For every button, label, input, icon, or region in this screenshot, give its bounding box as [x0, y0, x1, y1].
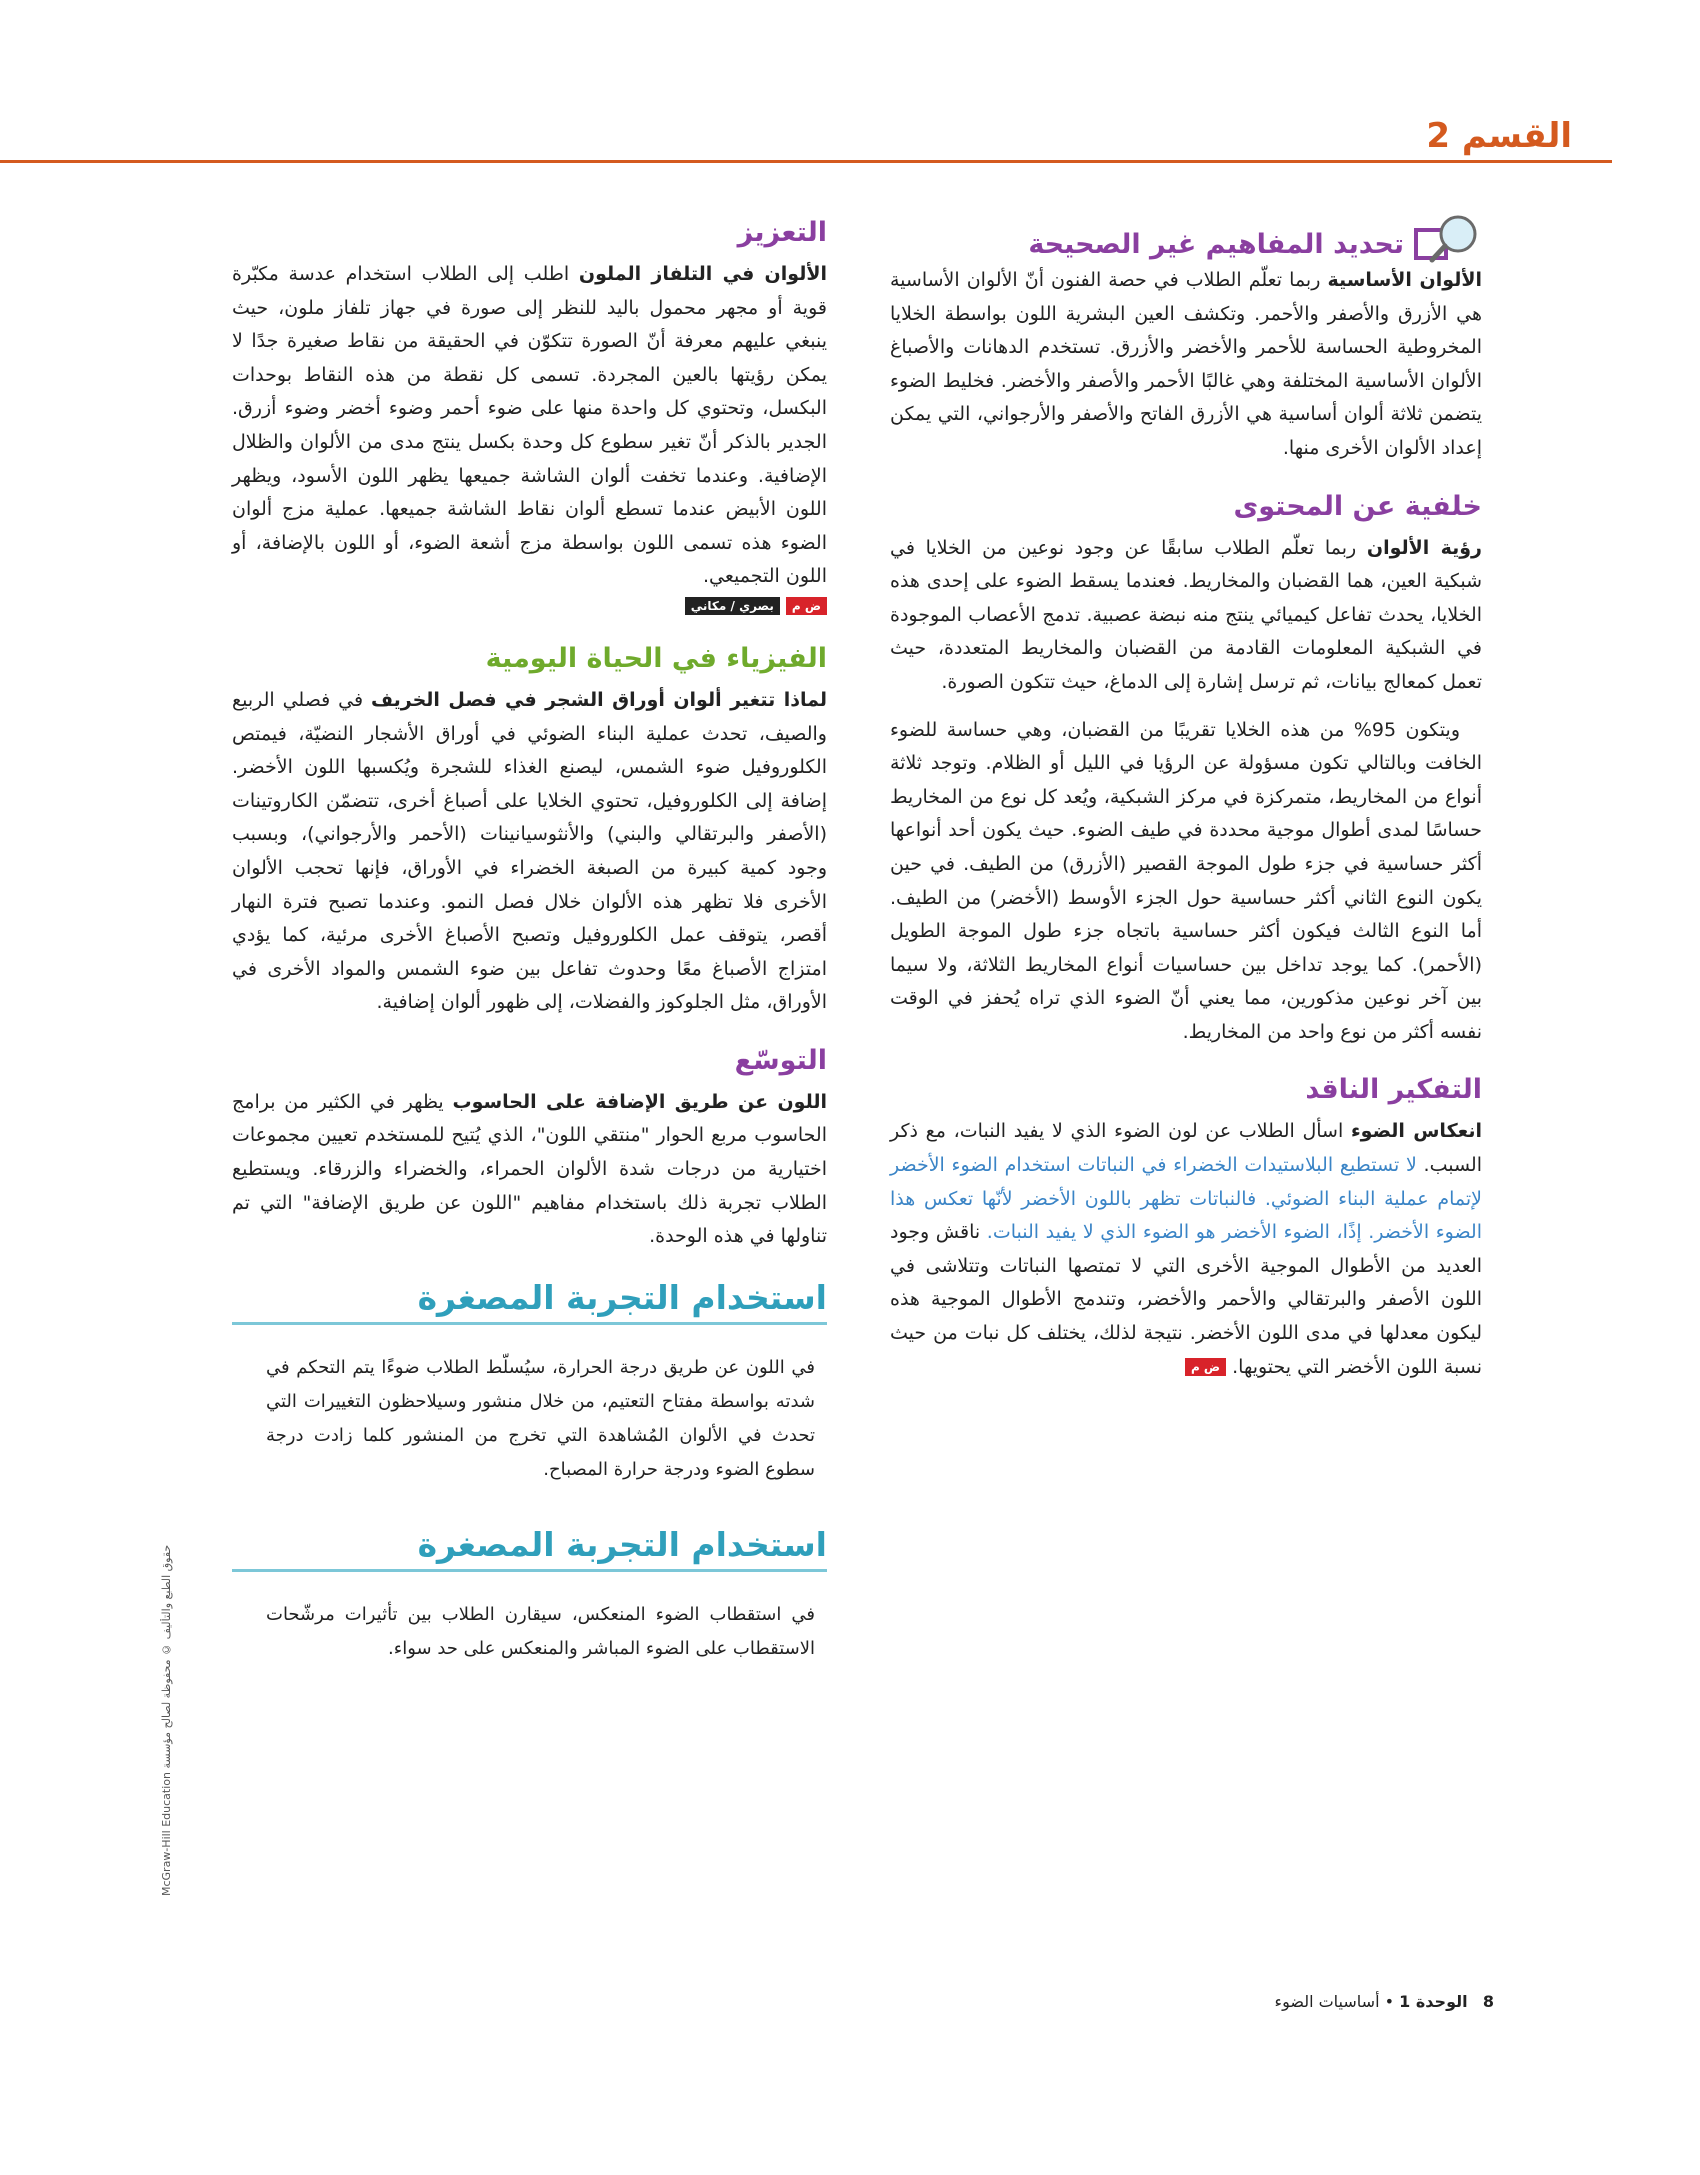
misconceptions-lead: الألوان الأساسية: [1327, 269, 1482, 291]
mini-lab-2-text: في استقطاب الضوء المنعكس، سيقارن الطلاب بين تأثيرات مرشّحات الاستقطاب على الضوء المباشر والمنعكس على حد سواء.: [266, 1603, 815, 1659]
reinforcement-paragraph: [232, 258, 827, 594]
critical-thinking-lead: انعكاس الضوء: [1350, 1120, 1482, 1143]
critical-thinking-paragraph: [890, 1115, 1482, 1384]
critical-thinking-heading: التفكير الناقد: [1305, 1074, 1482, 1106]
footer-separator: •: [1384, 1992, 1395, 2011]
header-rule: [0, 160, 1612, 163]
reinforcement-heading: التعزيز: [737, 217, 827, 248]
reinforcement-text: اطلب إلى الطلاب استخدام عدسة مكبّرة قوية أو مجهر محمول باليد للنظر إلى صورة في جهاز تلفاز ملون، حيث ينبغي عليهم معرفة أنّ الصورة تتكوّن في الحقيقة من نقاط صغيرة جدًا لا يمكن رؤيتها بالعين المجردة. تسمى كل نقطة من هذه النقاط بوحدات البكسل، وتحتوي كل واحدة منها على ضوء أحمر وضوء أخضر وضوء أزرق. الجدير بالذكر أنّ تغير سطوع كل وحدة بكسل ينتج مدى من الألوان والظلال الإضافية. وعندما تخفت ألوان الشاشة جميعها يظهر اللون الأسود، ويظهر اللون الأبيض عندما تسطع ألوان نقاط الشاشة جميعها. عملية مزج ألوان الضوء هذه تسمى اللون بواسطة مزج أشعة الضوء، أو اللون بالإضافة، أو اللون التجميعي.: [232, 263, 827, 588]
background-section: [890, 488, 1482, 1050]
misconceptions-heading-row: [890, 214, 1482, 264]
background-lead: رؤية الألوان: [1366, 536, 1482, 559]
everyday-physics-paragraph: [232, 684, 827, 1020]
misconceptions-text: ربما تعلّم الطلاب في حصة الفنون أنّ الألوان الأساسية هي الأزرق والأصفر والأحمر. وتكشف العين البشرية اللون بواسطة الخلايا المخروطية الحساسة للأحمر والأخضر والأزرق. تستخدم الدهانات والأصباغ الألوان الأساسية المختلفة وهي غالبًا الأحمر والأصفر والأخضر. فخليط الضوء يتضمن ثلاثة ألوان أساسية هي الأزرق الفاتح والأصفر والأرجواني، التي يمكن إعداد الألوان الأخرى منها.: [890, 269, 1482, 459]
critical-thinking-section: [890, 1071, 1482, 1384]
extension-text: يظهر في الكثير من برامج الحاسوب مربع الحوار "منتقي اللون"، الذي يُتيح للمستخدم تعيين مجموعات اختيارية من درجات شدة الألوان الحمراء، والخضراء والزرقاء. ويستطيع الطلاب تجربة ذلك باستخدام مفاهيم "اللون عن طريق الإضافة" التي تم تناولها في هذه الوحدة.: [232, 1090, 827, 1248]
right-column: [890, 214, 1482, 1384]
reinforcement-section: [232, 214, 827, 618]
background-heading: خلفية عن المحتوى: [1233, 490, 1482, 522]
everyday-physics-text: في فصلي الربيع والصيف، تحدث عملية البناء الضوئي في أوراق الأشجار النضيّة، فيمتص الكلوروفيل ضوء الشمس، ليصنع الغذاء للشجرة ويُكسبها اللون الأخضر. إضافة إلى الكلوروفيل، تحتوي الخلايا على أصباغ أخرى، تتضمّن الكاروتينات (الأصفر والبرتقالي والبني) والأنثوسيانينات (الأحمر والأرجواني)، وبسبب وجود كمية كبيرة من الصبغة الخضراء في الأوراق، فإنها تحجب الألوان الأخرى فلا تظهر هذه الألوان خلال فصل النمو. وعندما تصبح فترة النهار أقصر، يتوقف عمل الكلوروفيل وتصبح الأصباغ الأخرى مرئية، كما يؤدي امتزاج الأصباغ معًا وحدوث تفاعل بين ضوء الشمس والمواد الأخرى في الأوراق، مثل الجلوكوز والفضلات، إلى ظهور ألوان إضافية.: [232, 688, 827, 1014]
reinforcement-lead: الألوان في التلفاز الملون: [578, 263, 827, 285]
section-title: القسم 2: [1426, 116, 1572, 156]
extension-section: [232, 1042, 827, 1254]
misconceptions-paragraph: [890, 264, 1482, 466]
mini-lab-1-heading: استخدام التجربة المصغرة: [232, 1276, 827, 1325]
unit-label: الوحدة 1: [1399, 1992, 1468, 2011]
background-text-1: ربما تعلّم الطلاب سابقًا عن وجود نوعين من الخلايا في شبكية العين، هما القضبان والمخاريط. فعندما يسقط الضوء على إحدى هذه الخلايا، يحدث تفاعل كيميائي ينتج منه نبضة عصبية. تدمج الأعصاب الموجودة في الشبكية المعلومات القادمة من القضبان والمخاريط المتعددة، حيث تعمل كمعالج بيانات، ثم ترسل إشارة إلى الدماغ، حيث تتكون الصورة.: [890, 536, 1482, 693]
unit-title: أساسيات الضوء: [1274, 1992, 1380, 2011]
page-footer: [1275, 1992, 1494, 2011]
misconceptions-section: [890, 214, 1482, 466]
extension-paragraph: [232, 1086, 827, 1254]
critical-thinking-question: اسأل الطلاب عن لون الضوء الذي لا يفيد النبات، مع ذكر السبب.: [890, 1120, 1482, 1177]
publisher-credit: حقوق الطبع والتأليف © محفوظة لصالح مؤسسة McGraw-Hill Education: [160, 1544, 173, 1896]
everyday-physics-heading: الفيزياء في الحياة اليومية: [485, 642, 827, 674]
left-column: [232, 214, 827, 1666]
extension-heading: التوسّع: [734, 1044, 827, 1076]
reinforcement-badge-red: ض م: [786, 597, 827, 615]
critical-thinking-answer: لا تستطيع البلاستيدات الخضراء في النباتات استخدام الضوء الأخضر لإتمام عملية البناء الضوئي. فالنباتات تظهر باللون الأخضر لأنّها تعكس هذا الضوء الأخضر. إذًا، الضوء الأخضر هو الضوء الذي لا يفيد النبات.: [890, 1154, 1482, 1244]
reinforcement-badges: [232, 596, 827, 618]
mini-lab-2-heading: استخدام التجربة المصغرة: [232, 1523, 827, 1572]
reinforcement-badge-black: بصري / مكاني: [685, 597, 780, 615]
mini-lab-1-section: [232, 1276, 827, 1487]
extension-lead: اللون عن طريق الإضافة على الحاسوب: [452, 1090, 827, 1113]
everyday-physics-lead: لماذا تتغير ألوان أوراق الشجر في فصل الخريف: [371, 688, 828, 711]
magnifier-icon: [1412, 214, 1482, 264]
mini-lab-2-section: [232, 1523, 827, 1666]
critical-thinking-text: ناقش وجود العديد من الأطوال الموجية الأخرى التي لا تمتصها النباتات وتتلاشى في اللون الأصفر والبرتقالي والأحمر والأخضر، وتندمج الأطوال الموجية هذه ليكون معدلها في مدى اللون الأخضر. نتيجة لذلك، يختلف كل نبات من حيث نسبة اللون الأخضر التي يحتويها.: [890, 1221, 1482, 1378]
page-number: 8: [1482, 1992, 1494, 2011]
critical-thinking-badge: ض م: [1185, 1358, 1226, 1376]
misconceptions-heading: تحديد المفاهيم غير الصحيحة: [1028, 229, 1404, 260]
mini-lab-1-text: في اللون عن طريق درجة الحرارة، سيُسلّط الطلاب ضوءًا يتم التحكم في شدته بواسطة مفتاح التعتيم، من خلال منشور وسيلاحظون التغييرات التي تحدث في الألوان المُشاهدة التي تخرج من المنشور كلما زادت درجة سطوع الضوء ودرجة حرارة المصباح.: [266, 1356, 815, 1480]
everyday-physics-section: [232, 640, 827, 1020]
background-paragraph-1: [890, 532, 1482, 700]
background-paragraph-2: ويتكون 95% من هذه الخلايا تقريبًا من القضبان، وهي حساسة للضوء الخافت وبالتالي تكون مسؤولة عن الرؤيا في الليل أو الظلام. وتوجد ثلاثة أنواع من المخاريط، متمركزة في مركز الشبكية، ويُعد كل نوع من المخاريط حساسًا لمدى أطوال موجية محددة في طيف الضوء. حيث يكون أحد أنواعها أكثر حساسية في جزء طول الموجة القصير (الأزرق) من الطيف. في حين يكون النوع الثاني أكثر حساسية حول الجزء الأوسط (الأخضر) من الطيف. أما النوع الثالث فيكون أكثر حساسية باتجاه جزء طول الموجة الطويل (الأحمر). كما يوجد تداخل بين حساسيات أنواع المخاريط الثلاثة، ولا سيما بين آخر نوعين مذكورين، مما يعني أنّ الضوء الذي تراه يُحفز في الوقت نفسه أكثر من نوع واحد من المخاريط.: [890, 718, 1482, 1043]
